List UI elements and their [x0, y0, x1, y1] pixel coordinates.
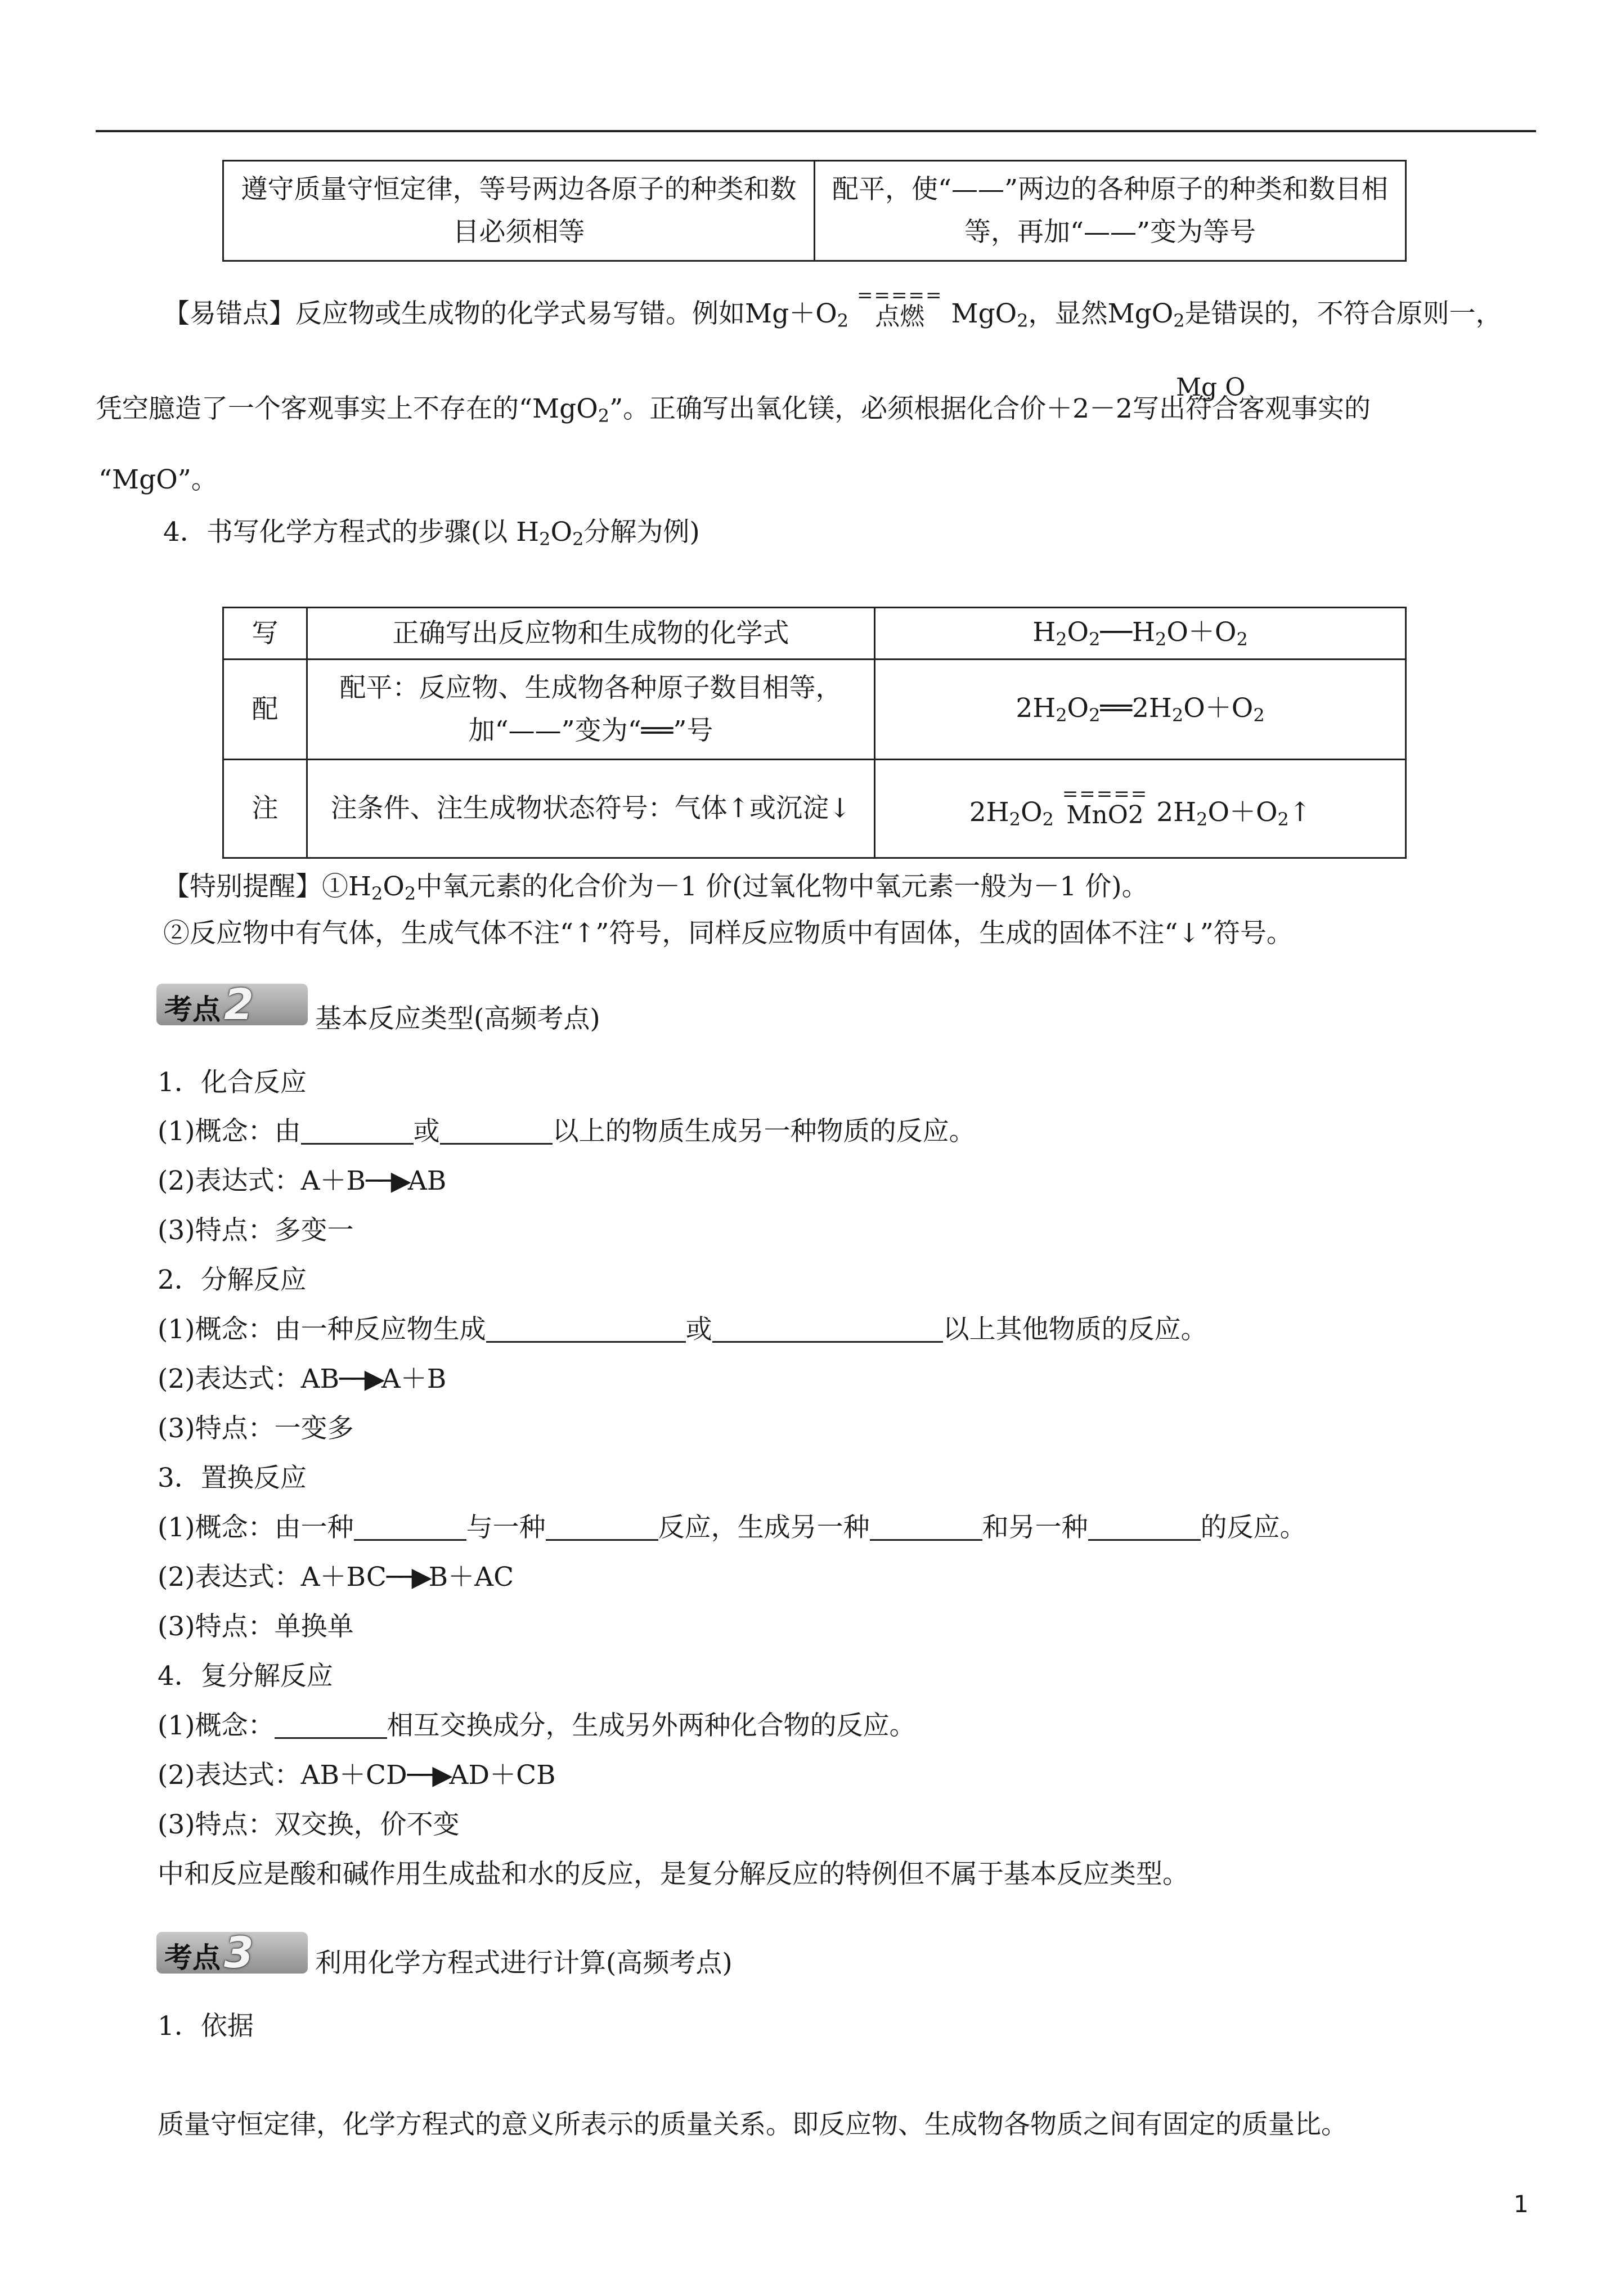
valence-elements: Mg O	[1176, 373, 1246, 402]
expression-left: (2)表达式：A＋BC	[158, 1562, 387, 1593]
concept-text: (1)概念：	[158, 1710, 275, 1741]
error-point-text4: 是错误的，不符合原则一，	[1184, 298, 1502, 329]
concept-text: (1)概念：由一种	[158, 1512, 354, 1543]
section-heading: 4．复分解反应	[158, 1661, 333, 1692]
step-desc-line1: 配平：反应物、生成物各种原子数目相等，	[339, 672, 842, 703]
steps-table	[222, 607, 1407, 859]
step-cell: 写	[223, 608, 307, 660]
error-point-sub1: 2	[837, 310, 849, 331]
error-point-line2a: 凭空臆造了一个客观事实上不存在的“MgO	[96, 393, 598, 424]
concept-text: 以上其他物质的反应。	[942, 1314, 1207, 1345]
feature-line: (3)特点：单换单	[158, 1611, 354, 1642]
kaodian2-title: 基本反应类型(高频考点)	[315, 1003, 600, 1034]
kaodian3-title: 利用化学方程式进行计算(高频考点)	[315, 1948, 733, 1979]
expression-right: AD＋CB	[449, 1760, 556, 1791]
fill-blank[interactable]	[870, 1514, 982, 1541]
expression-left: (2)表达式：AB＋CD	[158, 1760, 407, 1791]
step-cell: 注	[223, 760, 307, 858]
step4-mid: O	[550, 517, 573, 548]
error-point-line2c: 写出符合客观事实的	[1132, 393, 1371, 424]
condition-equals: =====	[1062, 783, 1148, 806]
step4-end: 分解为例)	[583, 517, 700, 548]
valence-values: ＋2－2	[1046, 393, 1133, 424]
reaction-arrow-icon: ──▶	[366, 1165, 408, 1196]
fill-blank[interactable]	[275, 1712, 387, 1739]
concept-text: 或	[685, 1314, 712, 1345]
concept-text: 以上的物质生成另一种物质的反应。	[552, 1116, 976, 1147]
step-desc	[307, 660, 875, 760]
expression-line	[158, 1362, 446, 1396]
page-number: 1	[1514, 2190, 1529, 2218]
error-point-line1	[163, 284, 1502, 333]
badge-number: 3	[224, 1927, 254, 1977]
principles-cell-left: 遵守质量守恒定律，等号两边各原子的种类和数目必须相等	[223, 161, 815, 261]
error-point-text3: ，显然MgO	[1028, 298, 1174, 329]
feature-line: (3)特点：多变一	[158, 1215, 354, 1246]
step-cell: 配	[223, 660, 307, 760]
reaction-arrow-icon: ──▶	[339, 1364, 381, 1394]
badge-label: 考点	[164, 993, 221, 1026]
section-heading: 3．置换反应	[158, 1463, 307, 1494]
expression-line	[158, 1164, 446, 1198]
reaction-arrow-icon: ──▶	[386, 1562, 429, 1593]
error-point-line2	[96, 392, 1371, 428]
concept-text: (1)概念：由一种反应物生成	[158, 1314, 486, 1345]
expression-right: B＋AC	[428, 1562, 514, 1593]
error-point-line2b: ”。正确写出氧化镁，必须根据化合价	[609, 393, 1047, 424]
step4-title-text: 4．书写化学方程式的步骤(以 H	[163, 517, 540, 548]
concept-text: 反应，生成另一种	[658, 1512, 870, 1543]
kaodian-badge-2	[156, 979, 308, 1029]
step4-sub1: 2	[539, 528, 551, 550]
expression-left: (2)表达式：A＋B	[158, 1165, 366, 1196]
badge-number: 2	[224, 979, 254, 1029]
step-desc: 注条件、注生成物状态符号：气体↑或沉淀↓	[307, 760, 875, 858]
concept-line	[158, 1312, 1207, 1347]
steps-row-write	[223, 608, 1406, 660]
expression-left: (2)表达式：AB	[158, 1364, 340, 1394]
condition-label: MnO2	[1066, 801, 1144, 830]
concept-line	[158, 1708, 916, 1743]
badge-label: 考点	[164, 1941, 221, 1974]
error-point-line2-sub: 2	[598, 405, 610, 427]
concept-text: 与一种	[466, 1512, 546, 1543]
expression-right: AB	[407, 1165, 447, 1196]
fill-blank[interactable]	[354, 1514, 466, 1541]
concept-text: (1)概念：由	[158, 1116, 301, 1147]
reaction-condition-ignite	[857, 284, 943, 331]
concept-text: 或	[413, 1116, 440, 1147]
step4-sub2: 2	[572, 528, 584, 550]
concept-line	[158, 1114, 976, 1149]
step-desc-line2: 加“——”变为“══”号	[468, 715, 713, 746]
steps-row-balance	[223, 660, 1406, 760]
kaodian-badge-3	[156, 1927, 308, 1977]
feature-line: (3)特点：一变多	[158, 1413, 354, 1444]
condition-equals: =====	[857, 284, 943, 307]
error-point-text1: 反应物或生成物的化学式易写错。例如Mg＋O	[295, 298, 837, 329]
fill-blank[interactable]	[712, 1316, 943, 1343]
fill-blank[interactable]	[440, 1118, 553, 1145]
neutralization-note: 中和反应是酸和碱作用生成盐和水的反应，是复分解反应的特例但不属于基本反应类型。	[158, 1859, 1189, 1890]
concept-text: 和另一种	[982, 1512, 1088, 1543]
feature-line: (3)特点：双交换，价不变	[158, 1809, 460, 1840]
condition-label: 点燃	[875, 302, 925, 331]
concept-text: 的反应。	[1200, 1512, 1306, 1543]
fill-blank[interactable]	[486, 1316, 686, 1343]
error-point-line3: “MgO”。	[98, 464, 218, 495]
principles-cell-right: 配平，使“——”两边的各种原子的种类和数目相等，再加“——”变为等号	[815, 161, 1406, 261]
error-point-tag: 【易错点】	[163, 298, 295, 329]
fill-blank[interactable]	[301, 1118, 414, 1145]
tips-line2: ②反应物中有气体，生成气体不注“↑”符号，同样反应物质中有固体，生成的固体不注“↓”符号。	[163, 918, 1293, 949]
error-point-sub2: 2	[1017, 310, 1029, 331]
error-point-sub3: 2	[1173, 310, 1185, 331]
expression-line	[158, 1560, 514, 1594]
step4-title	[163, 515, 700, 551]
tips-line1: 【特别提醒】①H2O2中氧元素的化合价为－1 价(过氧化物中氧元素一般为－1 价)。	[163, 871, 1148, 904]
step-equation: 2H2O2 ===== MnO2 2H2O＋O2↑	[875, 760, 1406, 858]
concept-text: 相互交换成分，生成另外两种化合物的反应。	[387, 1710, 916, 1741]
section-heading: 1．依据	[158, 2011, 254, 2042]
expression-right: A＋B	[381, 1364, 447, 1394]
section-heading: 1．化合反应	[158, 1067, 307, 1098]
steps-row-annotate	[223, 760, 1406, 858]
step-equation: H2O2──H2O＋O2	[875, 608, 1406, 660]
step-equation: 2H2O2══2H2O＋O2	[875, 660, 1406, 760]
error-point-text2: MgO	[951, 298, 1017, 329]
section-heading: 2．分解反应	[158, 1264, 307, 1295]
reaction-condition-catalyst	[1062, 783, 1148, 830]
reaction-arrow-icon: ──▶	[407, 1760, 450, 1791]
fill-blank[interactable]	[1088, 1514, 1201, 1541]
expression-line	[158, 1758, 556, 1792]
step-desc: 正确写出反应物和生成物的化学式	[307, 608, 875, 660]
concept-line	[158, 1510, 1306, 1545]
header-rule	[96, 130, 1536, 132]
fill-blank[interactable]	[546, 1514, 658, 1541]
principles-table	[222, 160, 1407, 262]
basis-text: 质量守恒定律，化学方程式的意义所表示的质量关系。即反应物、生成物各物质之间有固定的质量比。	[158, 2109, 1348, 2140]
